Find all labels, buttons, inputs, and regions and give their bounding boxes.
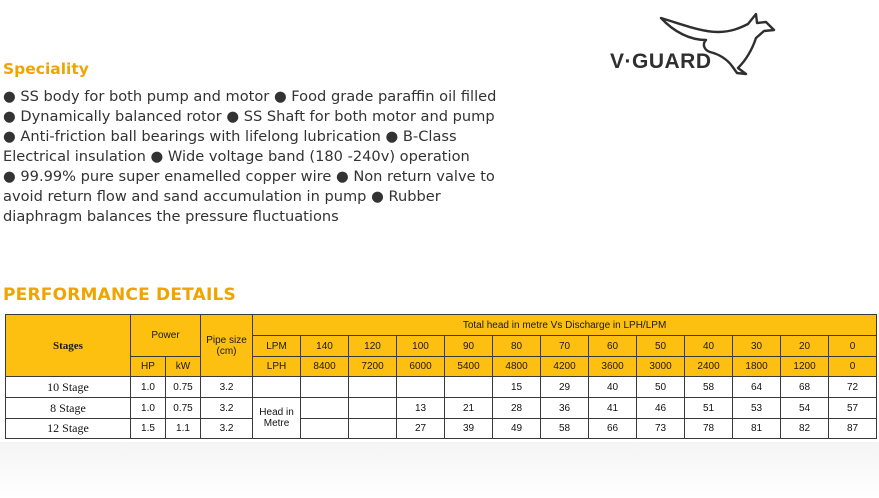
lph-value: 3000 — [637, 357, 685, 377]
lpm-value: 0 — [829, 336, 877, 357]
head-value-cell — [397, 377, 445, 398]
kw-header: kW — [166, 357, 201, 377]
head-value-cell: 29 — [541, 377, 589, 398]
head-value-cell: 40 — [589, 377, 637, 398]
lph-value: 2400 — [685, 357, 733, 377]
speciality-list — [3, 87, 523, 227]
head-value-cell: 36 — [541, 398, 589, 419]
head-value-cell — [349, 398, 397, 419]
head-value-cell: 46 — [637, 398, 685, 419]
lph-value: 8400 — [301, 357, 349, 377]
lph-value: 0 — [829, 357, 877, 377]
head-value-cell — [445, 377, 493, 398]
head-value-cell: 64 — [733, 377, 781, 398]
head-value-cell: 39 — [445, 419, 493, 439]
head-value-cell: 27 — [397, 419, 445, 439]
lph-value: 3600 — [589, 357, 637, 377]
lpm-value: 70 — [541, 336, 589, 357]
lpm-value: 90 — [445, 336, 493, 357]
performance-table — [5, 314, 877, 439]
performance-heading: PERFORMANCE DETAILS — [3, 285, 236, 305]
head-value-cell: 15 — [493, 377, 541, 398]
stage-cell: 8 Stage — [6, 398, 131, 419]
speciality-line: Electrical insulation ● Wide voltage band (180 -240v) operation — [3, 148, 470, 165]
head-value-cell: 21 — [445, 398, 493, 419]
head-in-metre-label: Head in Metre — [253, 398, 301, 439]
lpm-value: 30 — [733, 336, 781, 357]
lph-value: 4800 — [493, 357, 541, 377]
lph-value: 6000 — [397, 357, 445, 377]
lpm-value: 140 — [301, 336, 349, 357]
lph-value: 4200 — [541, 357, 589, 377]
bottom-shadow — [0, 442, 879, 498]
head-value-cell: 81 — [733, 419, 781, 439]
hp-cell: 1.0 — [131, 377, 166, 398]
head-value-cell: 28 — [493, 398, 541, 419]
head-value-cell: 72 — [829, 377, 877, 398]
pipe-size-header: Pipe size (cm) — [201, 315, 253, 377]
head-value-cell — [301, 419, 349, 439]
total-head-header: Total head in metre Vs Discharge in LPH/LPM — [253, 315, 877, 336]
lpm-value: 40 — [685, 336, 733, 357]
head-value-cell: 78 — [685, 419, 733, 439]
speciality-line: ● Dynamically balanced rotor ● SS Shaft for both motor and pump — [3, 108, 495, 125]
lpm-value: 120 — [349, 336, 397, 357]
head-value-cell: 51 — [685, 398, 733, 419]
lph-value: 7200 — [349, 357, 397, 377]
head-value-cell: 68 — [781, 377, 829, 398]
speciality-line: avoid return flow and sand accumulation in pump ● Rubber — [3, 188, 441, 205]
lpm-value: 100 — [397, 336, 445, 357]
head-value-cell: 53 — [733, 398, 781, 419]
lpm-value: 50 — [637, 336, 685, 357]
lph-label: LPH — [253, 357, 301, 377]
power-header: Power — [131, 315, 201, 357]
speciality-heading: Speciality — [3, 60, 89, 78]
speciality-line: ● Anti-friction ball bearings with lifelong lubrication ● B-Class — [3, 128, 457, 145]
lpm-value: 60 — [589, 336, 637, 357]
head-in-metre-label — [253, 377, 301, 398]
pipe-size-cell: 3.2 — [201, 377, 253, 398]
head-value-cell: 87 — [829, 419, 877, 439]
stages-header: Stages — [6, 315, 131, 377]
lph-value: 1200 — [781, 357, 829, 377]
head-value-cell: 57 — [829, 398, 877, 419]
head-value-cell: 58 — [685, 377, 733, 398]
head-value-cell: 50 — [637, 377, 685, 398]
table-row — [6, 419, 877, 439]
lph-value: 5400 — [445, 357, 493, 377]
kw-cell: 0.75 — [166, 398, 201, 419]
table-row — [6, 377, 877, 398]
pipe-size-cell: 3.2 — [201, 419, 253, 439]
head-value-cell: 41 — [589, 398, 637, 419]
lpm-label: LPM — [253, 336, 301, 357]
head-value-cell: 58 — [541, 419, 589, 439]
head-value-cell: 13 — [397, 398, 445, 419]
pipe-size-cell: 3.2 — [201, 398, 253, 419]
stage-cell: 12 Stage — [6, 419, 131, 439]
hp-cell: 1.0 — [131, 398, 166, 419]
table-row — [6, 398, 877, 419]
speciality-line: ● SS body for both pump and motor ● Food grade paraffin oil filled — [3, 88, 497, 105]
head-value-cell — [301, 398, 349, 419]
head-value-cell: 49 — [493, 419, 541, 439]
hp-header: HP — [131, 357, 166, 377]
kw-cell: 1.1 — [166, 419, 201, 439]
lph-value: 1800 — [733, 357, 781, 377]
hp-cell: 1.5 — [131, 419, 166, 439]
head-value-cell: 66 — [589, 419, 637, 439]
speciality-line: diaphragm balances the pressure fluctuations — [3, 208, 339, 225]
head-value-cell: 82 — [781, 419, 829, 439]
lpm-value: 80 — [493, 336, 541, 357]
stage-cell: 10 Stage — [6, 377, 131, 398]
head-value-cell — [349, 419, 397, 439]
head-value-cell: 73 — [637, 419, 685, 439]
speciality-line: ● 99.99% pure super enamelled copper wire ● Non return valve to — [3, 168, 495, 185]
head-value-cell — [301, 377, 349, 398]
kw-cell: 0.75 — [166, 377, 201, 398]
lpm-value: 20 — [781, 336, 829, 357]
brand-logo-text: V·GUARD — [610, 50, 712, 73]
head-value-cell: 54 — [781, 398, 829, 419]
head-value-cell — [349, 377, 397, 398]
